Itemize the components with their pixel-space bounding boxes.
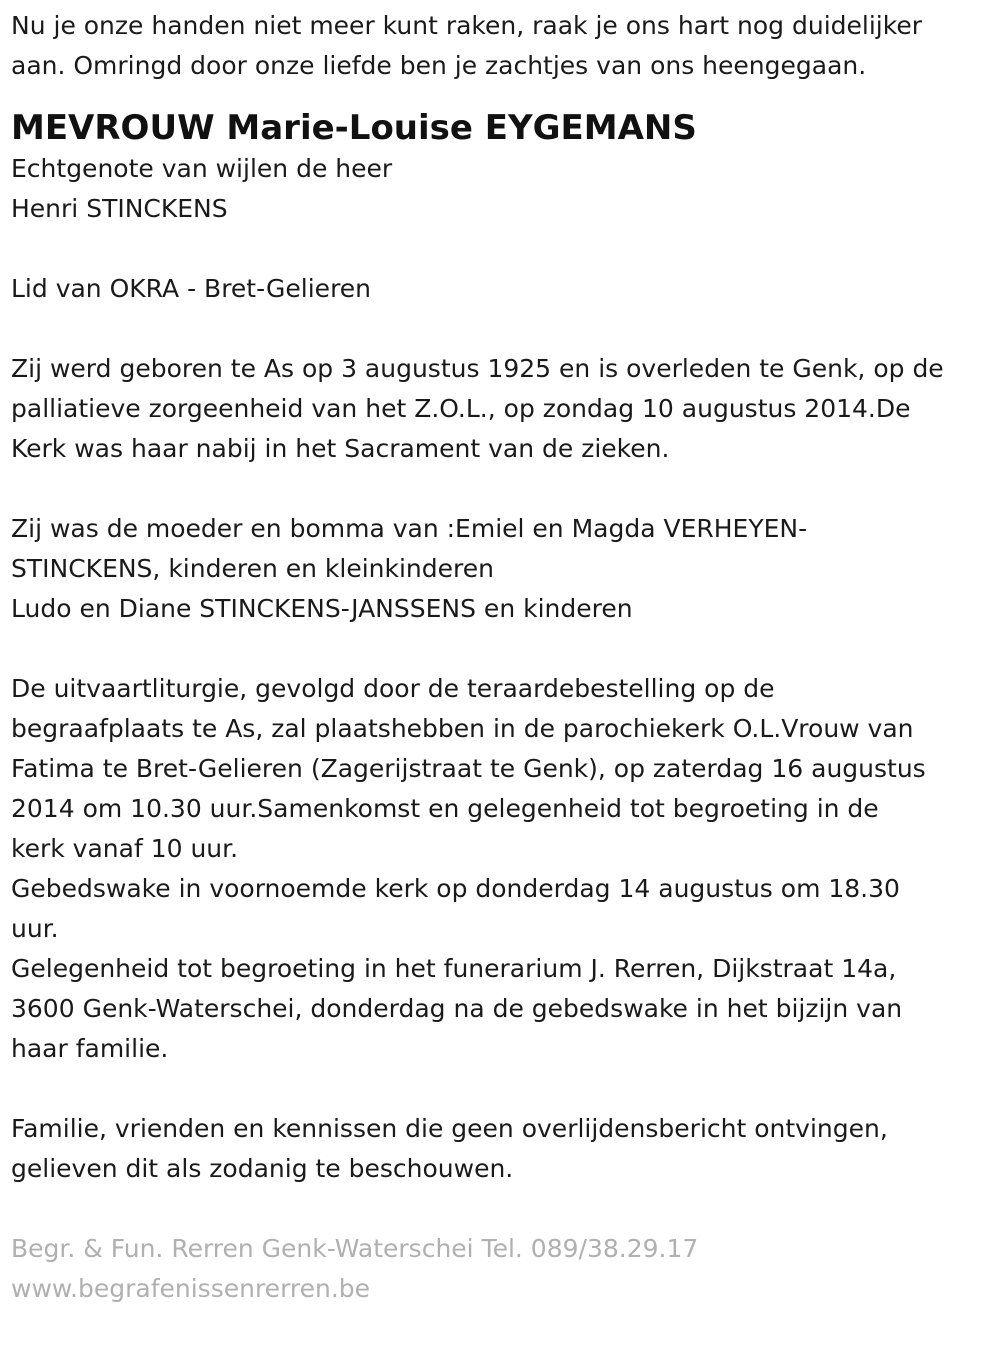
intro-quote <box>11 6 996 86</box>
obituary-notice <box>11 6 996 1309</box>
paragraph-line: haar familie. <box>11 1034 169 1063</box>
intro-line: Nu je onze handen niet meer kunt raken, raak je ons hart nog duidelijker <box>11 11 922 40</box>
footer <box>11 1229 996 1309</box>
membership: Lid van OKRA - Bret-Gelieren <box>11 274 372 303</box>
paragraph-line: STINCKENS, kinderen en kleinkinderen <box>11 554 494 583</box>
paragraph-line: palliatieve zorgeenheid van het Z.O.L., op zondag 10 augustus 2014.De <box>11 394 911 423</box>
undertaker-info: Begr. & Fun. Rerren Genk-Waterschei Tel. 089/38.29.17 <box>11 1234 699 1263</box>
paragraph-line: Kerk was haar nabij in het Sacrament van de zieken. <box>11 434 670 463</box>
spouse-info <box>11 149 996 229</box>
paragraph-line: Zij werd geboren te As op 3 augustus 1925 en is overleden te Genk, op de <box>11 354 944 383</box>
spouse-line: Echtgenote van wijlen de heer <box>11 154 393 183</box>
family-paragraph <box>11 509 996 629</box>
funeral-paragraph <box>11 669 996 1069</box>
paragraph-line: uur. <box>11 914 59 943</box>
paragraph-line: Ludo en Diane STINCKENS-JANSSENS en kinderen <box>11 594 633 623</box>
intro-line: aan. Omringd door onze liefde ben je zachtjes van ons heengegaan. <box>11 51 867 80</box>
paragraph-line: 3600 Genk-Waterschei, donderdag na de gebedswake in het bijzijn van <box>11 994 903 1023</box>
deceased-name: MEVROUW Marie-Louise EYGEMANS <box>11 108 697 148</box>
birth-death-paragraph <box>11 349 996 469</box>
paragraph-line: De uitvaartliturgie, gevolgd door de teraardebestelling op de <box>11 674 775 703</box>
paragraph-line: Gebedswake in voornoemde kerk op donderdag 14 augustus om 18.30 <box>11 874 900 903</box>
spouse-line: Henri STINCKENS <box>11 194 228 223</box>
paragraph-line: begraafplaats te As, zal plaatshebben in de parochiekerk O.L.Vrouw van <box>11 714 914 743</box>
paragraph-line: 2014 om 10.30 uur.Samenkomst en gelegenheid tot begroeting in de <box>11 794 879 823</box>
closing-paragraph <box>11 1109 996 1189</box>
paragraph-line: Zij was de moeder en bomma van :Emiel en Magda VERHEYEN- <box>11 514 808 543</box>
website-link[interactable]: www.begrafenissenrerren.be <box>11 1274 371 1303</box>
paragraph-line: gelieven dit als zodanig te beschouwen. <box>11 1154 514 1183</box>
paragraph-line: kerk vanaf 10 uur. <box>11 834 239 863</box>
paragraph-line: Gelegenheid tot begroeting in het funerarium J. Rerren, Dijkstraat 14a, <box>11 954 897 983</box>
paragraph-line: Fatima te Bret-Gelieren (Zagerijstraat te Genk), op zaterdag 16 augustus <box>11 754 926 783</box>
paragraph-line: Familie, vrienden en kennissen die geen overlijdensbericht ontvingen, <box>11 1114 888 1143</box>
